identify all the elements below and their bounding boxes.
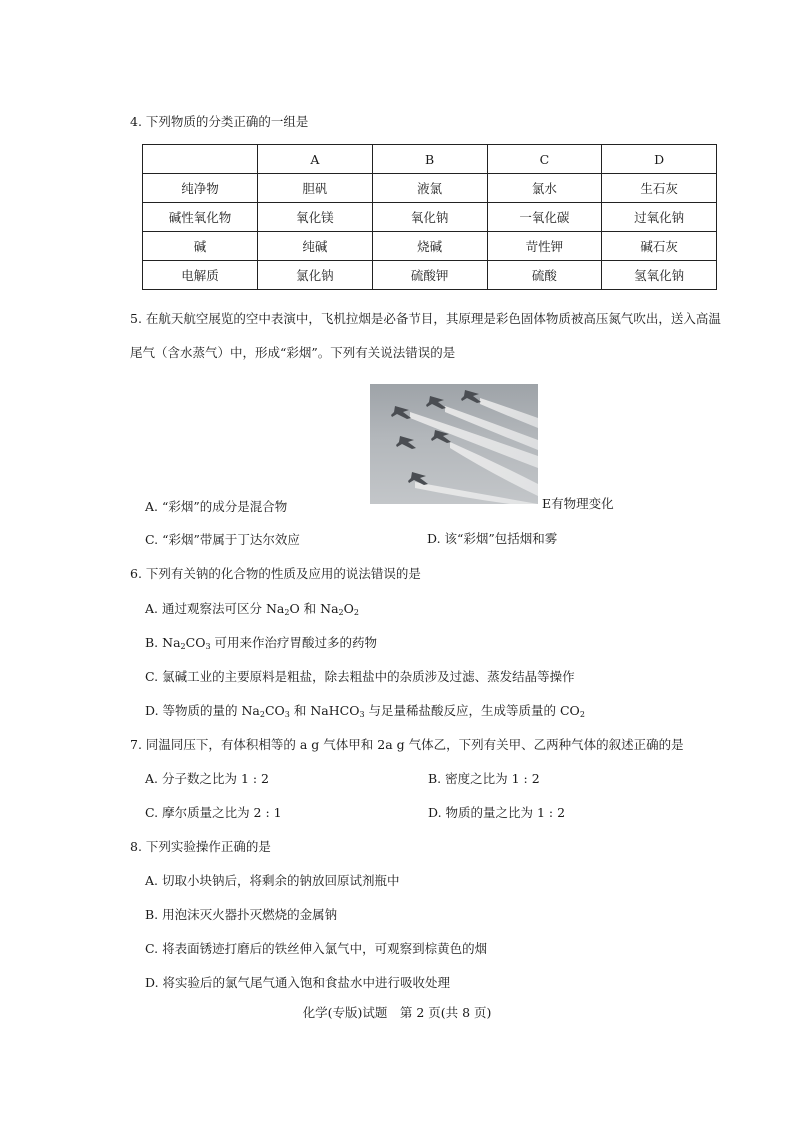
q5-option-c: C. “彩烟”带属于丁达尔效应 [145,532,300,547]
q6-option-a: A. 通过观察法可区分 $Na_2O$ 和 $Na_2O_2$ [145,601,359,617]
table-cell: 碱性氧化物 [143,203,258,232]
q6-option-b: B. $Na_2CO_3$ 可用来作治疗胃酸过多的药物 [145,635,378,651]
table-cell: 纯净物 [143,174,258,203]
table-cell: 苛性钾 [487,232,602,261]
table-row [143,232,717,261]
q8-option-b: B. 用泡沫灭火器扑灭燃烧的金属钠 [145,907,338,922]
table-cell: 生石灰 [602,174,717,203]
table-header-row [143,145,717,174]
table-header-cell: A [258,145,373,174]
table-header-cell: D [602,145,717,174]
table-header-cell: C [487,145,602,174]
table-cell: 硫酸 [487,261,602,290]
page-footer: 化学(专版)试题 第 2 页(共 8 页) [302,1005,492,1020]
q7-option-a: A. 分子数之比为 1 : 2 [145,771,270,786]
table-cell: 电解质 [143,261,258,290]
jet-formation-smoke-photo-icon [370,384,538,504]
table-row [143,174,717,203]
table-cell: 氧化镁 [258,203,373,232]
q4-stem: 4. 下列物质的分类正确的一组是 [130,114,309,129]
q5-option-d: D. 该“彩烟”包括烟和雾 [427,531,558,546]
table-header-cell [143,145,258,174]
q7-option-b: B. 密度之比为 1 : 2 [428,771,540,786]
jet-formation-photo [370,384,538,504]
q6-stem: 6. 下列有关钠的化合物的性质及应用的说法错误的是 [130,566,421,581]
table-row [143,203,717,232]
classification-table [142,144,717,290]
table-row [143,261,717,290]
q5-option-a: A. “彩烟”的成分是混合物 [145,499,288,514]
table-cell: 碱石灰 [602,232,717,261]
table-cell: 氢氧化钠 [602,261,717,290]
q7-stem: 7. 同温同压下，有体积相等的 a g 气体甲和 2a g 气体乙，下列有关甲、乙两种气体的叙述正确的是 [130,737,684,752]
q5-stem-line2: 尾气（含水蒸气）中，形成“彩烟”。下列有关说法错误的是 [130,345,456,360]
table-cell: 过氧化钠 [602,203,717,232]
table-cell: 烧碱 [372,232,487,261]
table-cell: 氯化钠 [258,261,373,290]
q8-option-c: C. 将表面锈迹打磨后的铁丝伸入氯气中，可观察到棕黄色的烟 [145,941,488,956]
table-cell: 氯水 [487,174,602,203]
table-cell: 液氯 [372,174,487,203]
table-cell: 纯碱 [258,232,373,261]
q8-option-d: D. 将实验后的氯气尾气通入饱和食盐水中进行吸收处理 [145,975,451,990]
q8-stem: 8. 下列实验操作正确的是 [130,839,271,854]
q5-stem-line1: 5. 在航天航空展览的空中表演中，飞机拉烟是必备节目，其原理是彩色固体物质被高压氮气吹出，送入高温 [130,311,721,326]
q7-option-d: D. 物质的量之比为 1 : 2 [428,805,566,820]
q5-option-b-partial: E有物理变化 [542,496,614,511]
table-cell: 胆矾 [258,174,373,203]
q8-option-a: A. 切取小块钠后，将剩余的钠放回原试剂瓶中 [145,873,400,888]
q6-option-d: D. 等物质的量的 $Na_2CO_3$ 和 NaHCO$_3$ 与足量稀盐酸反应，生成等质量的 $CO_2$ [145,703,585,719]
table-header-cell: B [372,145,487,174]
table-cell: 氧化钠 [372,203,487,232]
q6-option-c: C. 氯碱工业的主要原料是粗盐，除去粗盐中的杂质涉及过滤、蒸发结晶等操作 [145,669,575,684]
table-cell: 一氧化碳 [487,203,602,232]
table-cell: 硫酸钾 [372,261,487,290]
q7-option-c: C. 摩尔质量之比为 2 : 1 [145,805,282,820]
table-cell: 碱 [143,232,258,261]
